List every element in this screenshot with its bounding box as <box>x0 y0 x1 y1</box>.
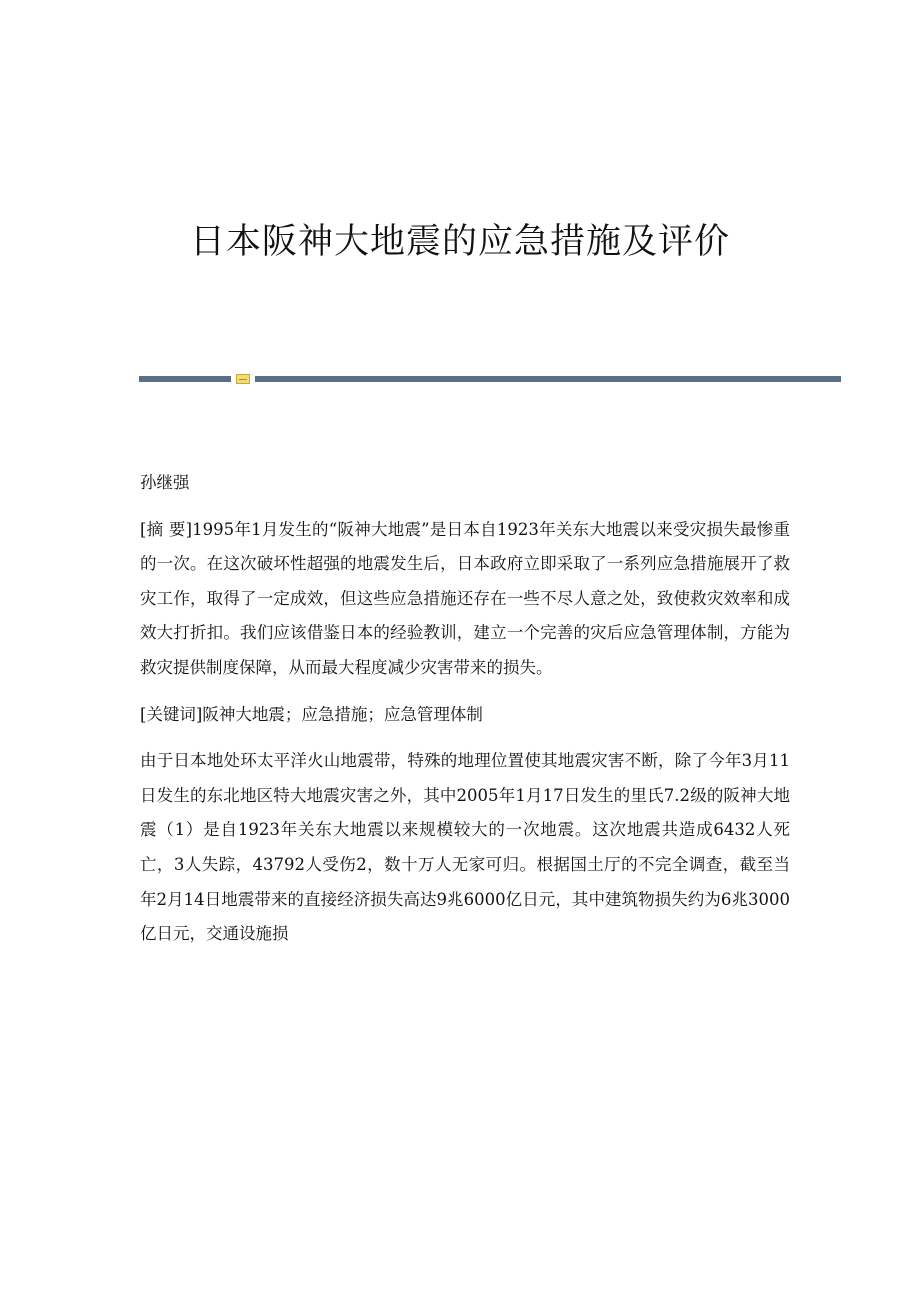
body-paragraph: 由于日本地处环太平洋火山地震带，特殊的地理位置使其地震灾害不断，除了今年3月11日发生的东北地区特大地震灾害之外，其中2005年1月17日发生的里氏7.2级的阪神大地震（1）是自1923年关东大地震以来规模较大的一次地震。这次地震共造成6432人死亡，3人失踪，43792人受伤2，数十万人无家可归。根据国土厅的不完全调查，截至当年2月14日地震带来的直接经济损失高达9兆6000亿日元，其中建筑物损失约为6兆3000亿日元，交通设施损 <box>140 751 790 944</box>
author-name: 孙继强 <box>140 473 190 492</box>
abstract-paragraph: [摘 要]1995年1月发生的“阪神大地震”是日本自1923年关东大地震以来受灾损失最惨重的一次。在这次破坏性超强的地震发生后，日本政府立即采取了一系列应急措施展开了救灾工作，取得了一定成效，但这些应急措施还存在一些不尽人意之处，致使救灾效率和成效大打折扣。我们应该借鉴日本的经验教训，建立一个完善的灾后应急管理体制，方能为救灾提供制度保障，从而最大程度减少灾害带来的损失。 <box>140 519 790 677</box>
divider-bar-right <box>255 376 841 382</box>
document-title: 日本阪神大地震的应急措施及评价 <box>189 222 730 262</box>
title-divider <box>139 374 841 384</box>
divider-ornament-icon <box>236 374 250 384</box>
divider-bar-left <box>139 376 231 382</box>
document-body <box>140 466 790 952</box>
keywords-line: [关键词]阪神大地震；应急措施；应急管理体制 <box>140 704 483 724</box>
